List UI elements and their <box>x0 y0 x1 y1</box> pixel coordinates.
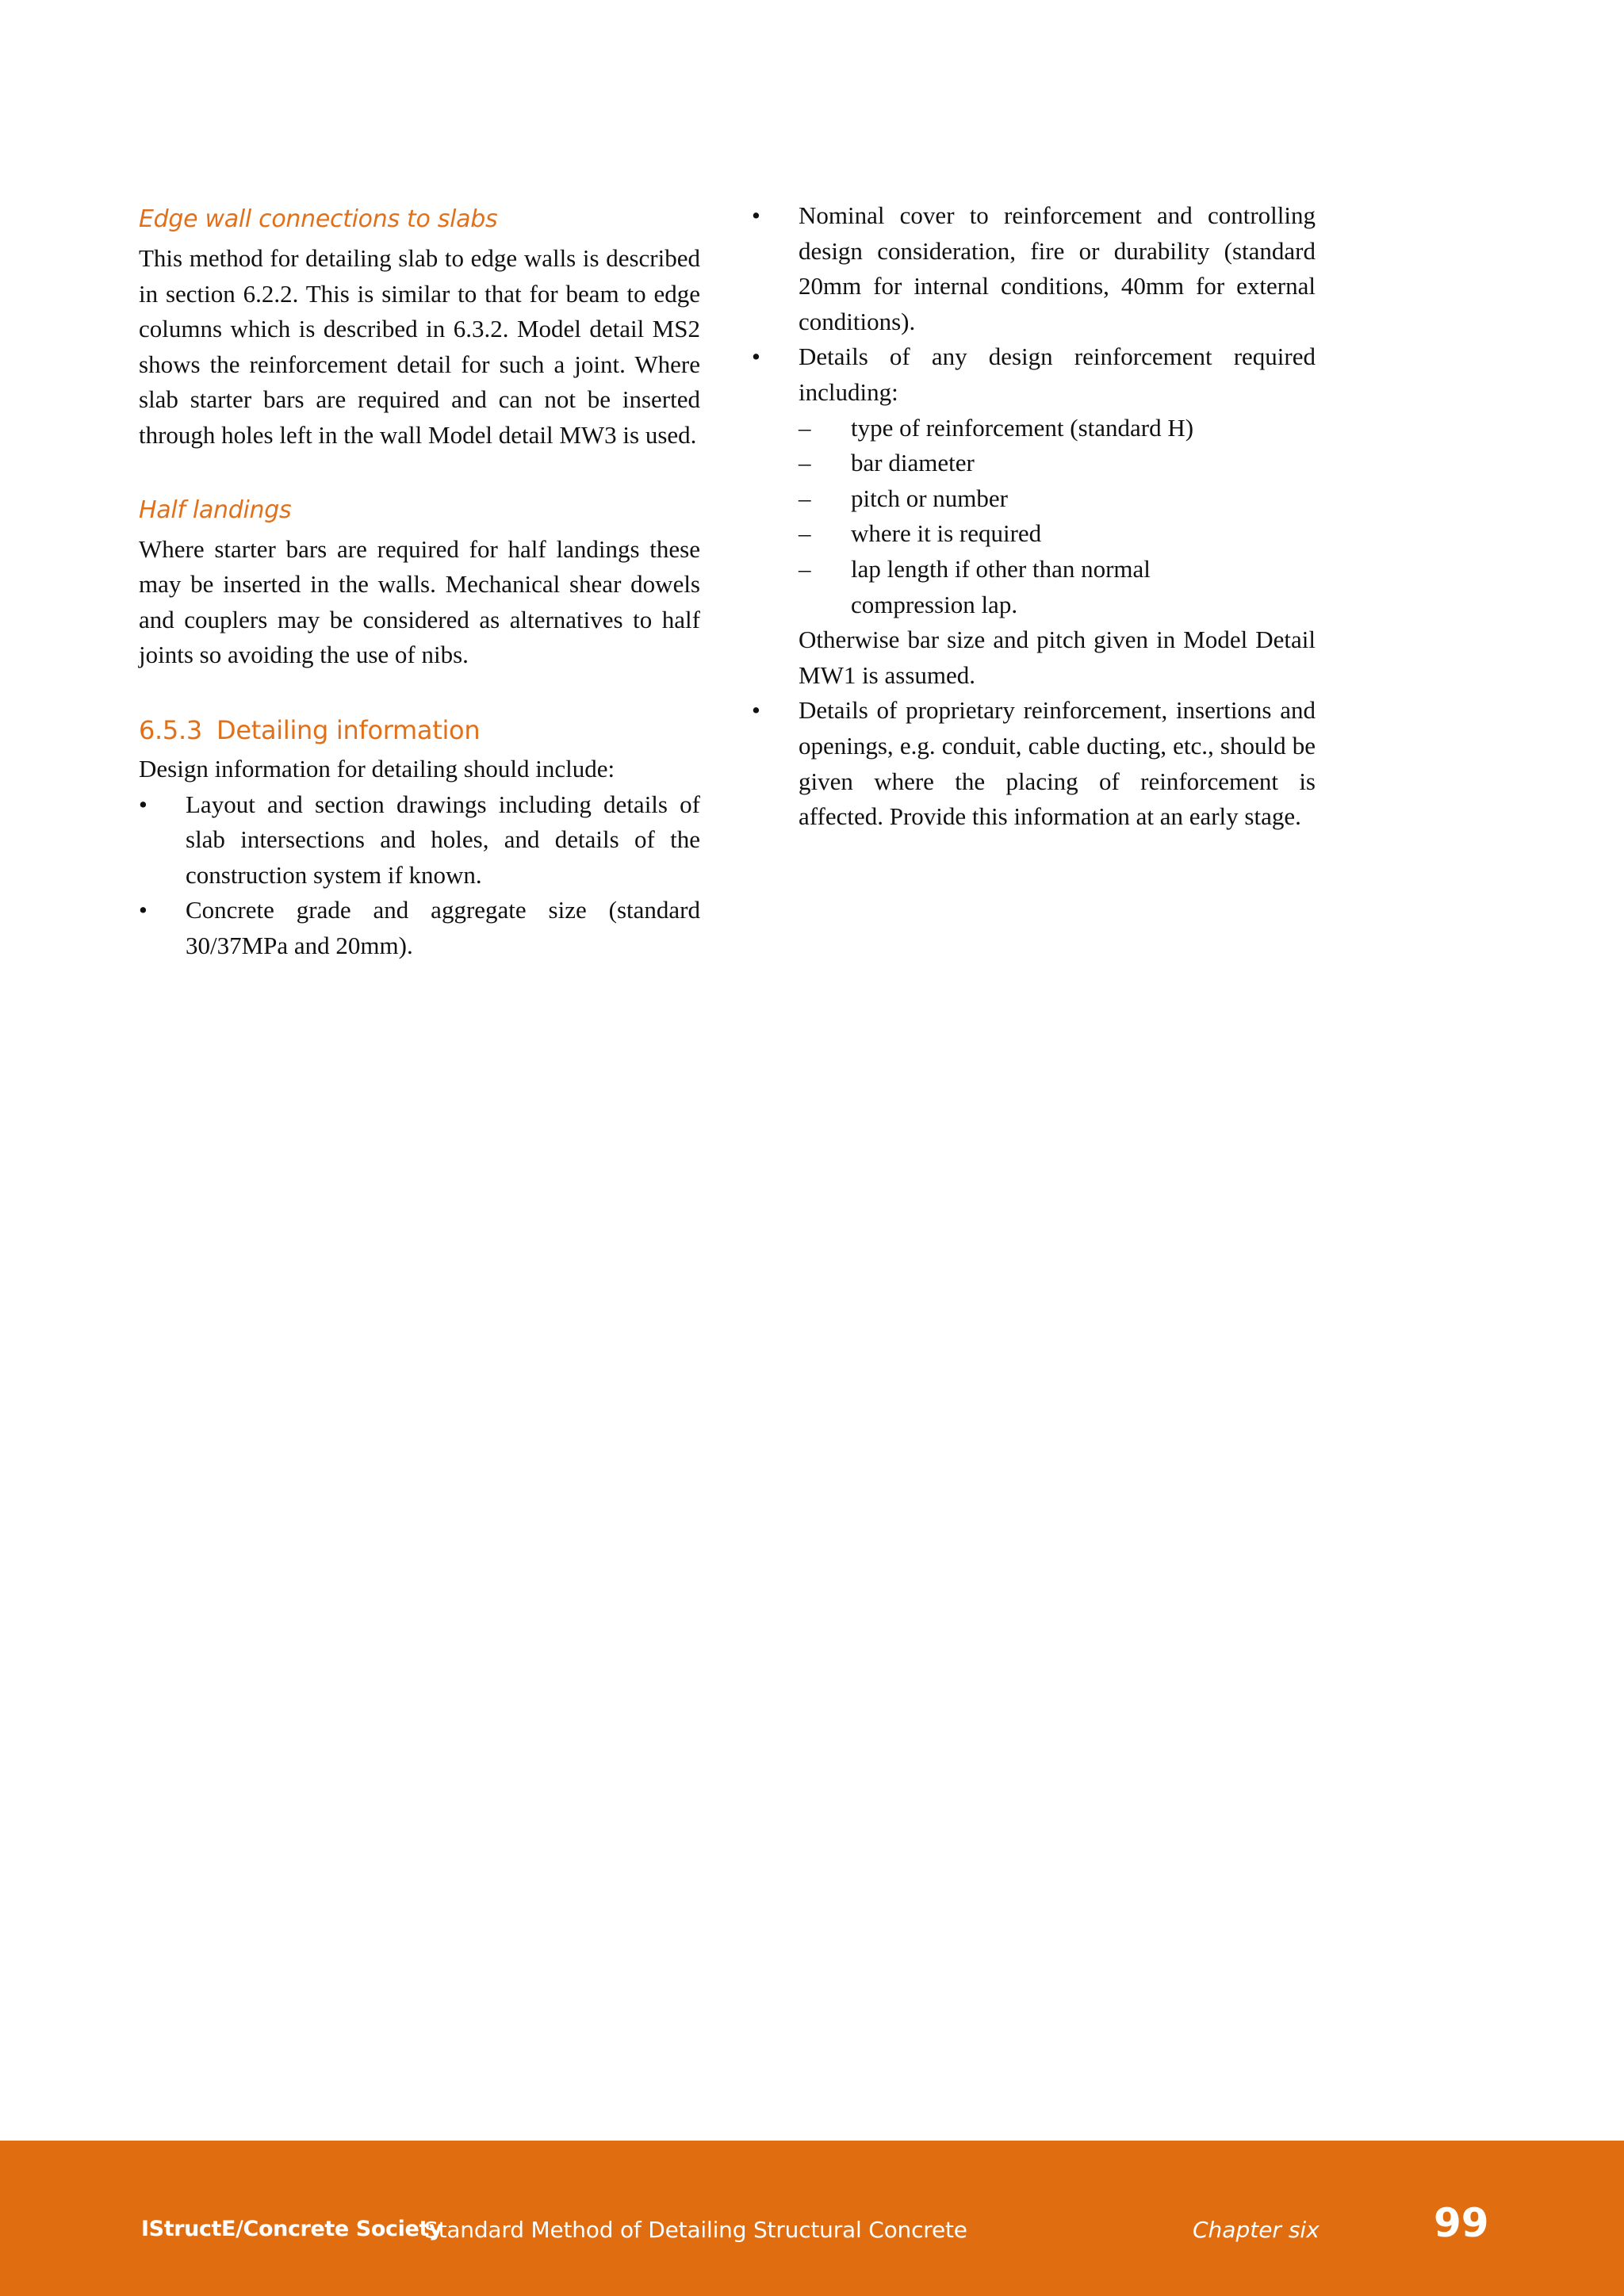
right-column <box>752 198 1316 835</box>
heading-detailing-information <box>139 709 700 752</box>
detailing-bullet-list-continued <box>752 198 1316 835</box>
list-item-text: Details of any design reinforcement required including: <box>799 342 1316 406</box>
list-item: • Layout and section drawings including details of slab intersections and holes, and details of the construction system if known. <box>139 787 700 894</box>
detailing-bullet-list <box>139 787 700 964</box>
list-item: • Concrete grade and aggregate size (standard 30/37MPa and 20mm). <box>139 893 700 963</box>
spacer <box>139 673 700 709</box>
heading-edge-wall-connections: Edge wall connections to slabs <box>139 205 498 233</box>
list-item: • Details of proprietary reinforcement, insertions and openings, e.g. conduit, cable ducting, etc., should be given where the placing of reinforcement is affected. Provide this information at an early stage. <box>752 693 1316 834</box>
page-footer <box>0 2141 1624 2296</box>
list-item: • Nominal cover to reinforcement and controlling design consideration, fire or durability (standard 20mm for internal conditions, 40mm for external conditions). <box>752 198 1316 339</box>
footer-chapter: Chapter six <box>1193 2217 1320 2243</box>
spacer <box>139 453 700 489</box>
paragraph-half-landings: Where starter bars are required for half landings these may be inserted in the walls. Mechanical shear dowels and couplers may be considered as alternatives to half joints so avoiding the use of nibs. <box>139 534 700 669</box>
section-title: Detailing information <box>216 714 481 745</box>
footer-book-title: Standard Method of Detailing Structural Concrete <box>424 2217 967 2243</box>
sub-list-item: – lap length if other than normal compression lap. <box>799 552 1184 622</box>
list-item-design-reinforcement <box>752 339 1316 693</box>
sub-list-item: – type of reinforcement (standard H) <box>799 411 1316 446</box>
heading-half-landings: Half landings <box>139 496 292 524</box>
section-number: 6.5.3 <box>139 714 202 745</box>
sub-list-item: – bar diameter <box>799 446 1316 481</box>
design-reinforcement-sub-list <box>799 411 1316 623</box>
left-column <box>139 198 700 964</box>
page-number: 99 <box>1434 2200 1489 2246</box>
sub-list-item: – pitch or number <box>799 481 1316 517</box>
list-item-note: Otherwise bar size and pitch given in Model Detail MW1 is assumed. <box>799 626 1316 689</box>
footer-organisation: IStructE/Concrete Society <box>141 2217 443 2241</box>
sub-list-item: – where it is required <box>799 516 1316 552</box>
paragraph-edge-wall-connections: This method for detailing slab to edge walls is described in section 6.2.2. This is similar to that for beam to edge columns which is described in 6.3.2. Model detail MS2 shows the reinforcement detail for such a joint. Where slab starter bars are required and can not be inserted through holes left in the wall Model detail MW3 is used. <box>139 244 700 449</box>
paragraph-detailing-intro: Design information for detailing should include: <box>139 754 615 783</box>
